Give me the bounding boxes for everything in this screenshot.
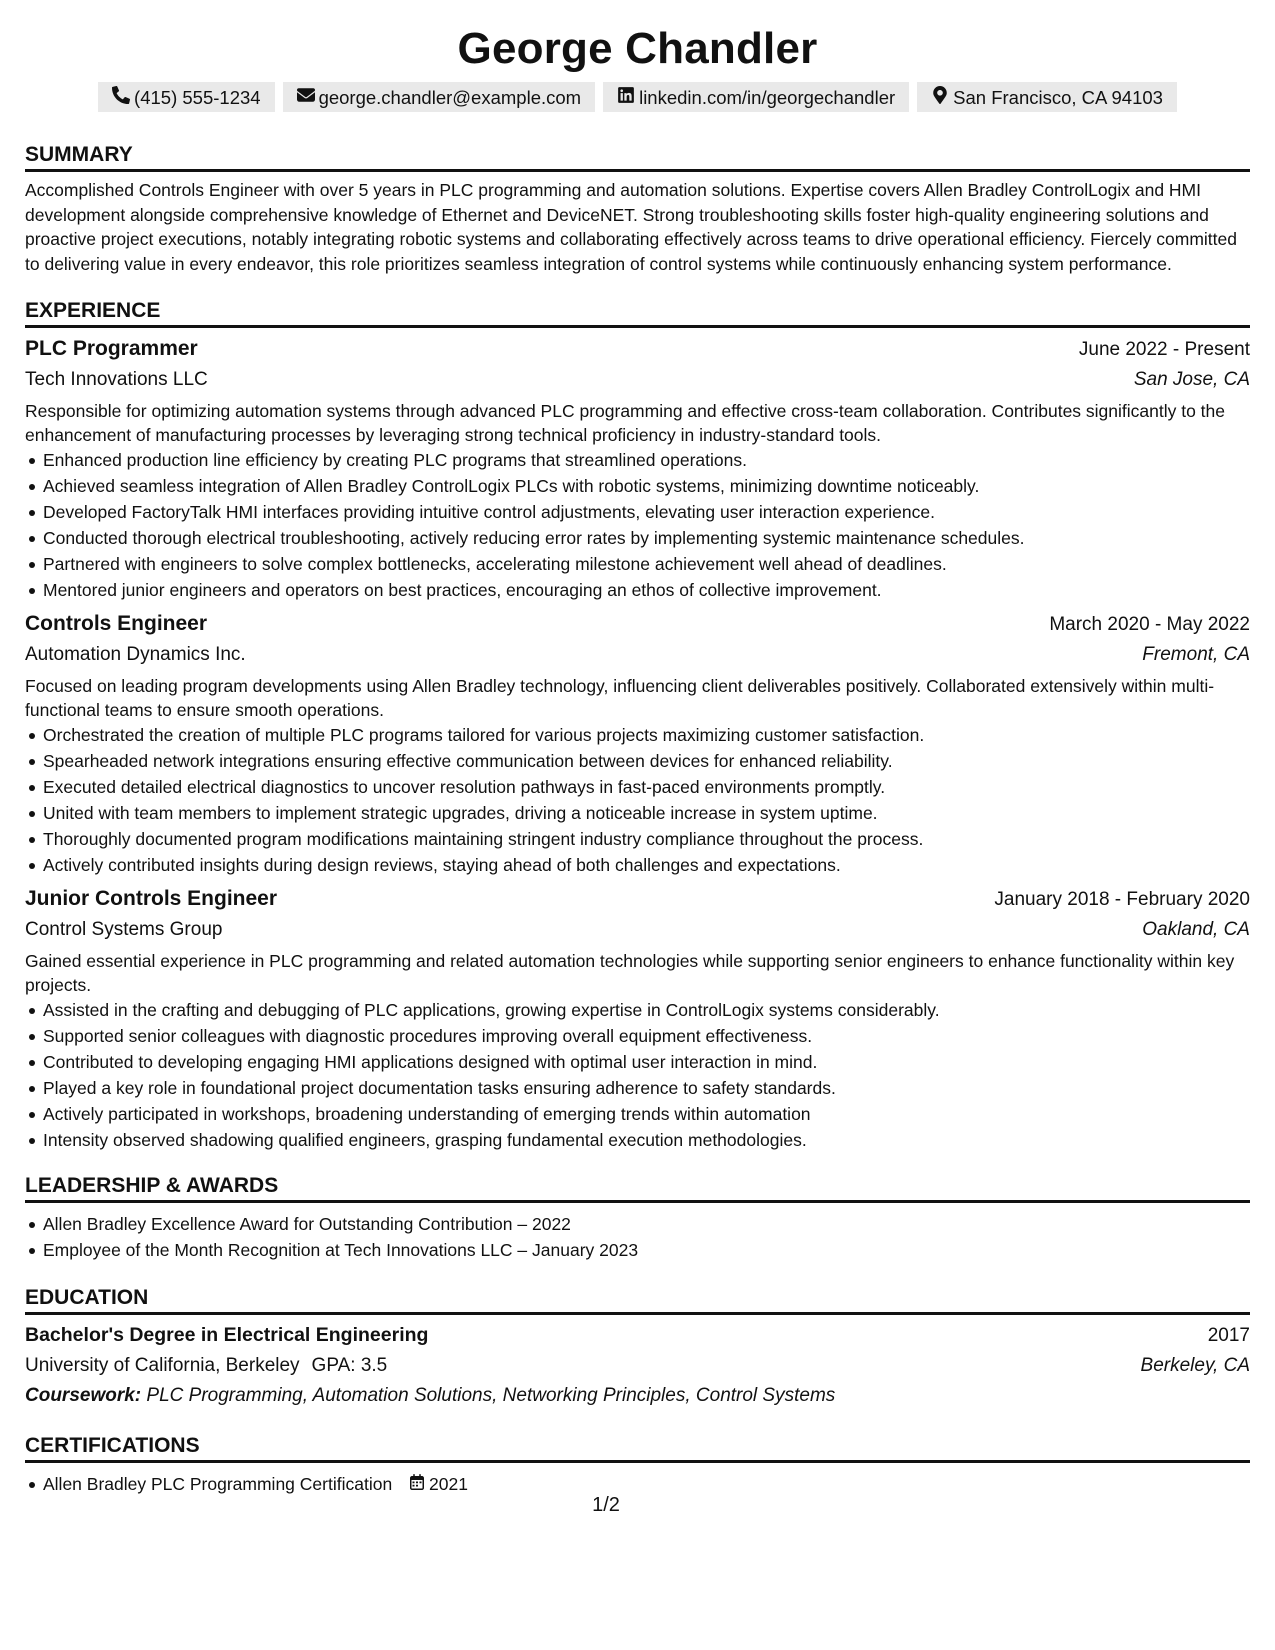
list-item: Partnered with engineers to solve complex bottlenecks, accelerating milestone achievement well ahead of deadlines. xyxy=(43,551,1250,577)
job-description: Responsible for optimizing automation systems through advanced PLC programming and effective cross-team collaboration. Contributes significantly to the enhancement of manufacturing processes by leveraging strong technical proficiency in industry-standard tools. xyxy=(25,401,1226,446)
degree: Bachelor's Degree in Electrical Engineering xyxy=(25,1324,429,1347)
job-title: Controls Engineer xyxy=(25,612,208,636)
list-item: Played a key role in foundational project documentation tasks ensuring adherence to safety standards. xyxy=(43,1075,1250,1101)
coursework-list: PLC Programming, Automation Solutions, Networking Principles, Control Systems xyxy=(146,1385,836,1407)
list-item: Conducted thorough electrical troubleshooting, actively reducing error rates by implementing systemic maintenance schedules. xyxy=(43,525,1250,551)
job-location: Fremont, CA xyxy=(1142,644,1250,666)
list-item: Thoroughly documented program modifications maintaining stringent industry compliance throughout the process. xyxy=(43,826,1250,852)
list-item: United with team members to implement strategic upgrades, driving a noticeable increase in system uptime. xyxy=(43,800,1250,826)
job-company: Automation Dynamics Inc. xyxy=(25,644,246,666)
job-location: Oakland, CA xyxy=(1142,919,1250,941)
linkedin-icon xyxy=(617,85,635,110)
certifications-section xyxy=(25,1433,1250,1497)
section-title-summary: SUMMARY xyxy=(25,142,1250,172)
leadership-section xyxy=(25,1173,1250,1263)
award-list xyxy=(25,1211,1250,1263)
job-location: San Jose, CA xyxy=(1133,369,1250,391)
school-line xyxy=(25,1351,387,1381)
list-item: Spearheaded network integrations ensuring effective communication between devices for enhanced reliability. xyxy=(43,748,1250,774)
section-title-leadership: LEADERSHIP & AWARDS xyxy=(25,1173,1250,1203)
section-title-education: EDUCATION xyxy=(25,1285,1250,1315)
coursework-label: Coursework: xyxy=(25,1385,142,1407)
email-text: george.chandler@example.com xyxy=(318,86,582,108)
contact-phone[interactable] xyxy=(98,82,275,112)
linkedin-text: linkedin.com/in/georgechandler xyxy=(639,86,896,108)
list-item: Mentored junior engineers and operators on best practices, encouraging an ethos of collective improvement. xyxy=(43,577,1250,603)
job-entry xyxy=(25,334,1250,603)
list-item: Actively contributed insights during design reviews, staying ahead of both challenges and expectations. xyxy=(43,852,1250,878)
school-name: University of California, Berkeley xyxy=(25,1355,300,1377)
candidate-name: George Chandler xyxy=(457,24,818,73)
job-bullets xyxy=(25,722,1250,878)
summary-section xyxy=(25,142,1250,276)
job-description: Focused on leading program developments using Allen Bradley technology, influencing client deliverables positively. Collaborated extensively within multi-functional teams to ensure smooth operations. xyxy=(25,676,1215,721)
job-company: Control Systems Group xyxy=(25,919,223,941)
contact-linkedin[interactable] xyxy=(603,82,909,112)
list-item: Actively participated in workshops, broadening understanding of emerging trends within automation xyxy=(43,1101,1250,1127)
contact-location xyxy=(917,82,1177,112)
list-item: Intensity observed shadowing qualified engineers, grasping fundamental execution methodologies. xyxy=(43,1127,1250,1153)
phone-icon xyxy=(112,85,130,110)
job-title: Junior Controls Engineer xyxy=(25,887,278,911)
job-company: Tech Innovations LLC xyxy=(25,369,208,391)
list-item: Orchestrated the creation of multiple PLC programs tailored for various projects maximizing customer satisfaction. xyxy=(43,722,1250,748)
contact-bar xyxy=(25,82,1250,112)
list-item: Assisted in the crafting and debugging of PLC applications, growing expertise in ControlLogix systems considerably. xyxy=(43,997,1250,1023)
summary-text: Accomplished Controls Engineer with over 5 years in PLC programming and automation solutions. Expertise covers Allen Bradley ControlLogix and HMI development alongside comprehensive knowledge of Ethernet and DeviceNET. Strong troubleshooting skills foster high-quality engineering solutions and proactive project executions, notably integrating robotic systems and collaborating effectively across teams to drive operational efficiency. Fiercely committed to delivering value in every endeavor, this role prioritizes seamless integration of control systems while continuously enhancing system performance. xyxy=(25,180,1237,274)
experience-section xyxy=(25,298,1250,1153)
job-entry xyxy=(25,609,1250,878)
award-item: Allen Bradley Excellence Award for Outstanding Contribution – 2022 xyxy=(43,1211,1250,1237)
job-bullets xyxy=(25,997,1250,1153)
list-item: Contributed to developing engaging HMI applications designed with optimal user interaction in mind. xyxy=(43,1049,1250,1075)
phone-text: (415) 555-1234 xyxy=(134,86,261,108)
contact-email[interactable] xyxy=(283,82,596,112)
list-item: Achieved seamless integration of Allen Bradley ControlLogix PLCs with robotic systems, minimizing downtime noticeably. xyxy=(43,473,1250,499)
list-item: Supported senior colleagues with diagnostic procedures improving overall equipment effectiveness. xyxy=(43,1023,1250,1049)
job-title: PLC Programmer xyxy=(25,337,198,361)
list-item: Executed detailed electrical diagnostics to uncover resolution pathways in fast-paced environments promptly. xyxy=(43,774,1250,800)
coursework xyxy=(25,1381,1250,1411)
section-title-certifications: CERTIFICATIONS xyxy=(25,1433,1250,1463)
envelope-icon xyxy=(297,85,315,110)
award-item: Employee of the Month Recognition at Tech Innovations LLC – January 2023 xyxy=(43,1237,1250,1263)
location-text: San Francisco, CA 94103 xyxy=(953,86,1163,108)
certification-name: Allen Bradley PLC Programming Certification xyxy=(43,1474,393,1495)
education-section xyxy=(25,1285,1250,1411)
school-location: Berkeley, CA xyxy=(1140,1355,1250,1377)
graduation-year: 2017 xyxy=(1207,1325,1250,1347)
gpa: GPA: 3.5 xyxy=(311,1355,388,1377)
job-bullets xyxy=(25,447,1250,603)
list-item: Developed FactoryTalk HMI interfaces providing intuitive control adjustments, elevating user interaction experience. xyxy=(43,499,1250,525)
job-dates: March 2020 - May 2022 xyxy=(1049,614,1250,636)
job-dates: January 2018 - February 2020 xyxy=(994,889,1250,911)
section-title-experience: EXPERIENCE xyxy=(25,298,1250,328)
map-pin-icon xyxy=(931,85,949,110)
page-number: 1/2 xyxy=(592,1494,620,1516)
certification-year: 2021 xyxy=(429,1474,468,1495)
job-description: Gained essential experience in PLC programming and related automation technologies while supporting senior engineers to enhance functionality within key projects. xyxy=(25,951,1235,996)
resume-page xyxy=(25,22,1250,1497)
job-dates: June 2022 - Present xyxy=(1078,339,1250,361)
job-entry xyxy=(25,884,1250,1153)
list-item: Enhanced production line efficiency by creating PLC programs that streamlined operations. xyxy=(43,447,1250,473)
